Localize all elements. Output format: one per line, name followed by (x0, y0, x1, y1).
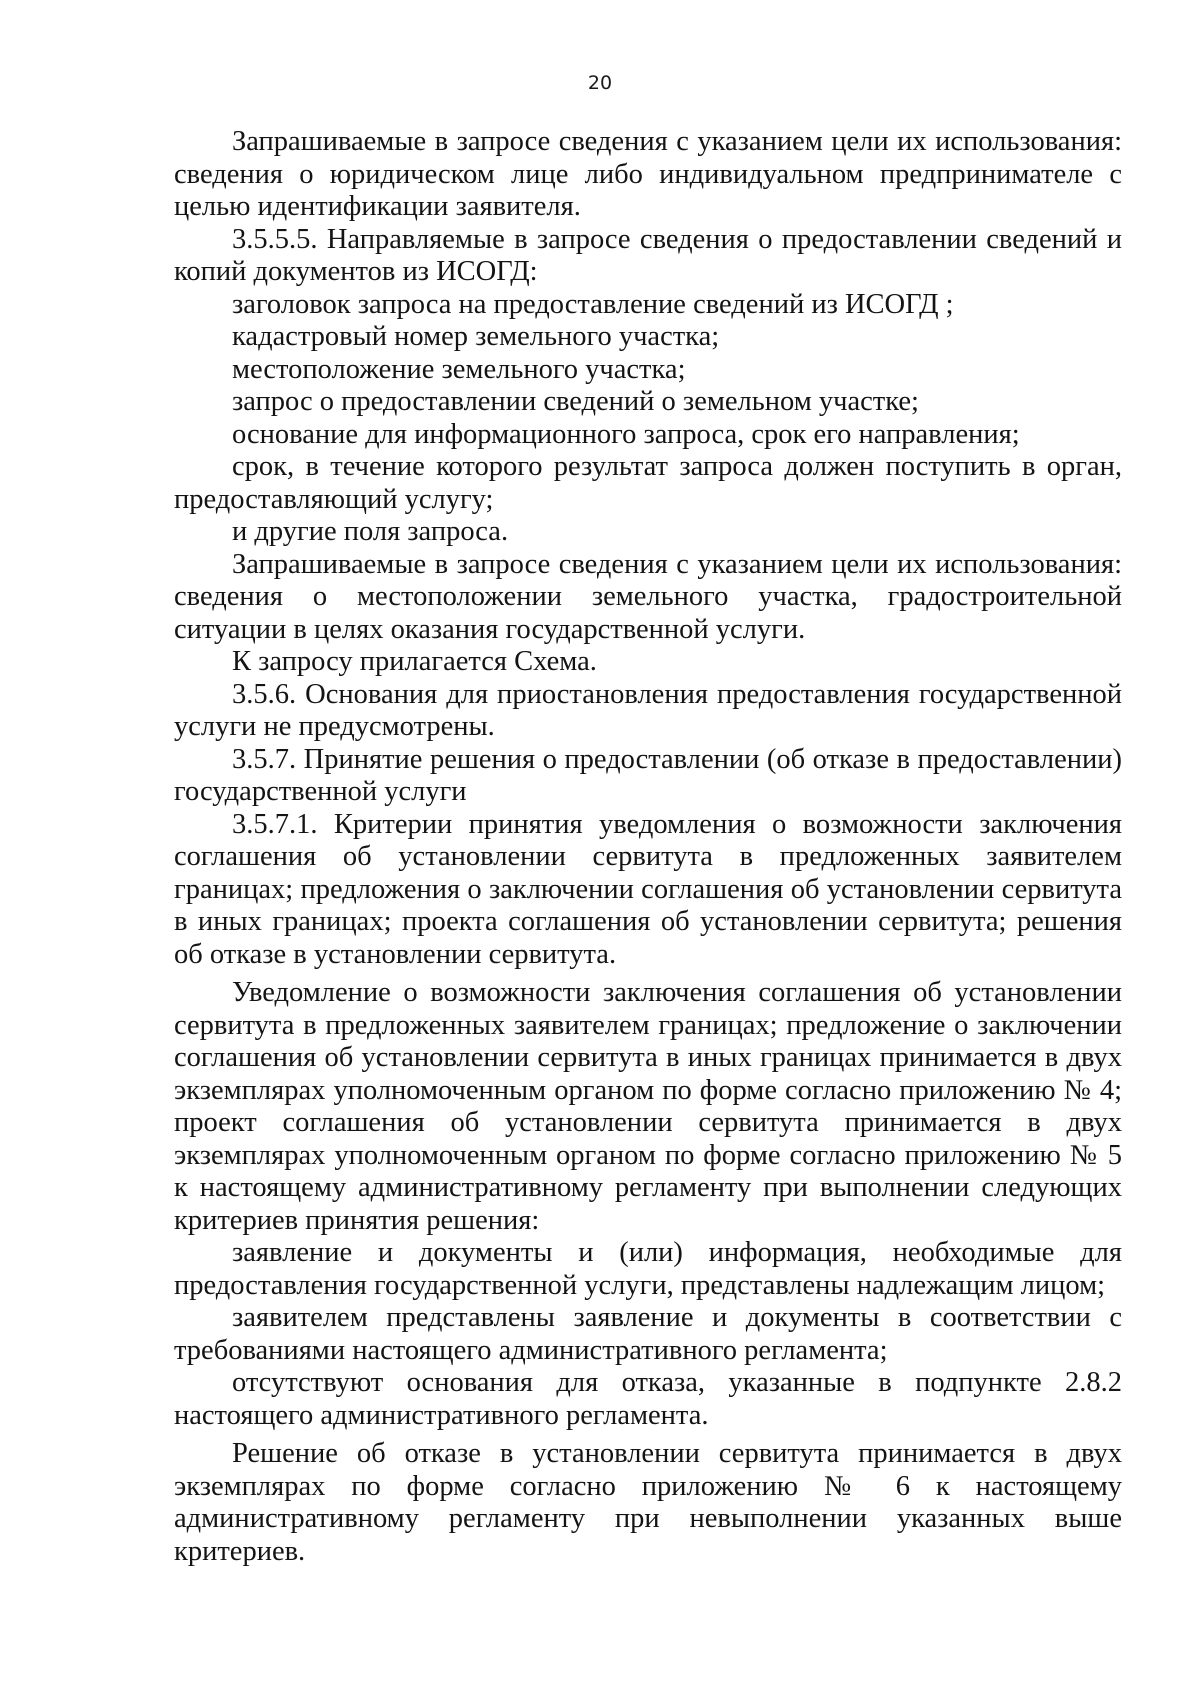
paragraph: Запрашиваемые в запросе сведения с указанием цели их использования: сведения о юридическом лице либо индивидуальном предпринимателе с целью идентификации заявителя. (174, 126, 1122, 222)
list-item: заголовок запроса на предоставление сведений из ИСОГД ; (232, 288, 954, 320)
paragraph: 3.5.7. Принятие решения о предоставлении (об отказе в предоставлении) государственной услуги (174, 743, 1122, 807)
paragraph: Запрашиваемые в запросе сведения с указанием цели их использования: сведения о местоположении земельного участка, градостроительной ситуации в целях оказания государственной услуги. (174, 548, 1122, 645)
paragraph: К запросу прилагается Схема. (232, 646, 597, 677)
list-item: основание для информационного запроса, срок его направления; (232, 418, 1020, 450)
list-item: отсутствуют основания для отказа, указанные в подпункте 2.8.2 настоящего административного регламента. (174, 1367, 1122, 1431)
paragraph: Решение об отказе в установлении сервитута принимается в двух экземплярах по форме согласно приложению № 6 к настоящему административному регламенту при невыполнении указанных выше критериев. (174, 1438, 1122, 1567)
paragraph: Уведомление о возможности заключения соглашения об установлении сервитута в предложенных заявителем границах; предложение о заключении соглашения об установлении сервитута в иных границах принимается в двух экземплярах уполномоченным органом по форме согласно приложению № 4; проект соглашения об установлении сервитута принимается в двух экземплярах уполномоченным органом по форме согласно приложению № 5 к настоящему административному регламенту при выполнении следующих критериев принятия решения: (174, 977, 1122, 1236)
list-item: местоположение земельного участка; (232, 353, 686, 385)
document-body (174, 126, 1122, 1568)
page-number: 20 (587, 72, 613, 94)
list-item: и другие поля запроса. (232, 516, 509, 547)
list-item: заявление и документы и (или) информация, необходимые для предоставления государственной услуги, представлены надлежащим лицом; (174, 1237, 1122, 1301)
list-item: запрос о предоставлении сведений о земельном участке; (232, 386, 919, 417)
paragraph: 3.5.6. Основания для приостановления предоставления государственной услуги не предусмотрены. (174, 678, 1122, 742)
paragraph: 3.5.7.1. Критерии принятия уведомления о возможности заключения соглашения об установлении сервитута в предложенных заявителем границах; предложения о заключении соглашения об установлении сервитута в иных границах; проекта соглашения об установлении сервитута; решения об отказе в установлении сервитута. (174, 808, 1122, 970)
list-item: срок, в течение которого результат запроса должен поступить в орган, предоставляющий услугу; (174, 451, 1122, 515)
paragraph: 3.5.5.5. Направляемые в запросе сведения о предоставлении сведений и копий документов из ИСОГД: (174, 223, 1122, 287)
list-item: заявителем представлены заявление и документы в соответствии с требованиями настоящего административного регламента; (174, 1302, 1122, 1366)
list-item: кадастровый номер земельного участка; (232, 321, 720, 352)
